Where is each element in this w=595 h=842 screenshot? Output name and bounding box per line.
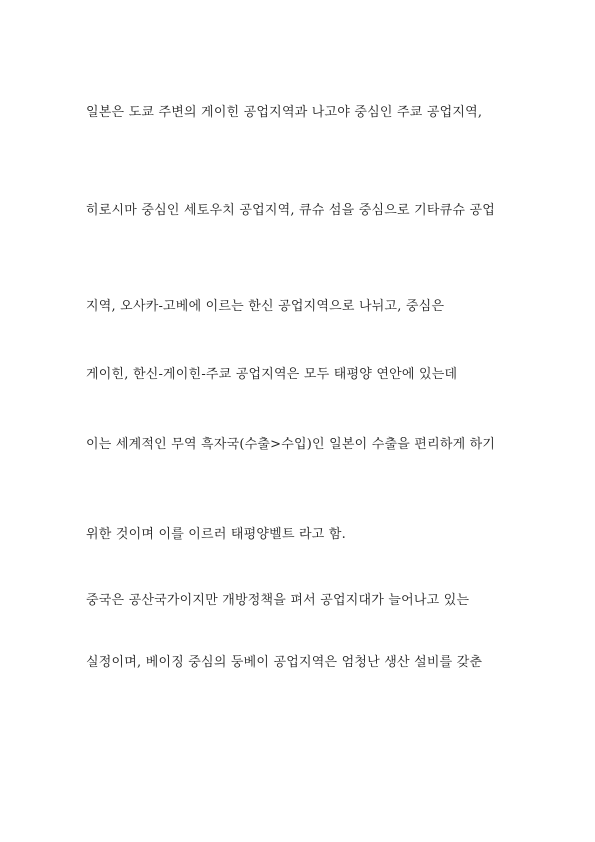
paragraph-8: 실정이며, 베이징 중심의 둥베이 공업지역은 엄청난 생산 설비를 갖춘 <box>86 655 483 670</box>
paragraph-3: 지역, 오사카-고베에 이르는 한신 공업지역으로 나뉘고, 중심은 <box>86 299 445 314</box>
paragraph-6: 위한 것이며 이를 이르러 태평양벨트 라고 함. <box>86 527 346 542</box>
paragraph-4: 게이힌, 한신-게이힌-주쿄 공업지역은 모두 태평양 연안에 있는데 <box>86 367 458 382</box>
paragraph-7: 중국은 공산국가이지만 개방정책을 펴서 공업지대가 늘어나고 있는 <box>86 593 470 608</box>
paragraph-5: 이는 세계적인 무역 흑자국(수출>수입)인 일본이 수출을 편리하게 하기 <box>86 437 496 452</box>
paragraph-2: 히로시마 중심인 세토우치 공업지역, 큐슈 섬을 중심으로 기타큐슈 공업 <box>86 203 495 218</box>
paragraph-1: 일본은 도쿄 주변의 게이힌 공업지역과 나고야 중심인 주쿄 공업지역, <box>86 105 483 120</box>
